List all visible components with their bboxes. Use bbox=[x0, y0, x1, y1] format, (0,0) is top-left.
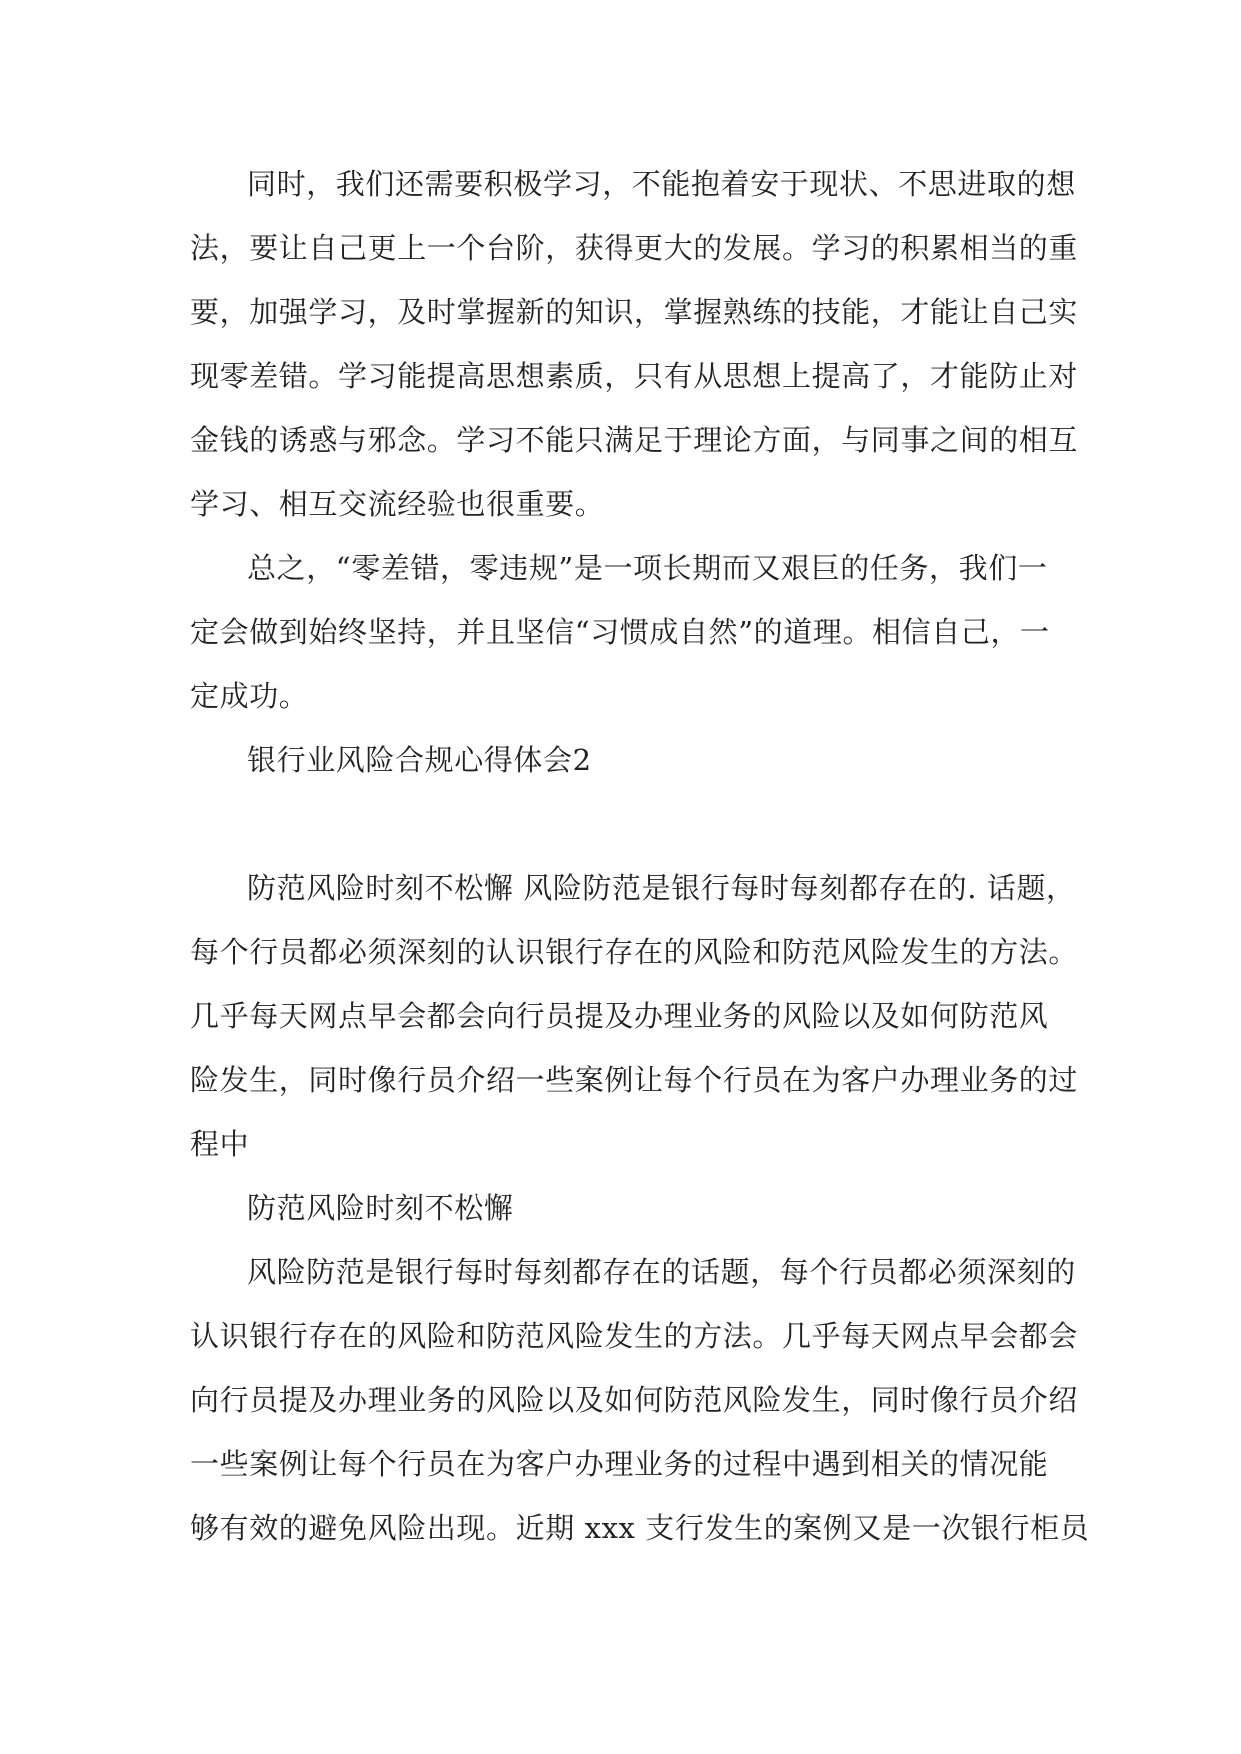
paragraph-line: 现零差错。学习能提高思想素质，只有从思想上提高了，才能防止对 bbox=[190, 359, 1079, 393]
section-heading: 银行业风险合规心得体会2 bbox=[247, 743, 592, 777]
paragraph-line: 险发生，同时像行员介绍一些案例让每个行员在为客户办理业务的过 bbox=[190, 1063, 1079, 1097]
paragraph-line: 总之，“零差错，零违规”是一项长期而又艰巨的任务，我们一 bbox=[247, 551, 1048, 585]
paragraph-line: 几乎每天网点早会都会向行员提及办理业务的风险以及如何防范风 bbox=[190, 999, 1049, 1033]
subheading: 防范风险时刻不松懈 bbox=[247, 1191, 514, 1225]
paragraph-line: 一些案例让每个行员在为客户办理业务的过程中遇到相关的情况能 bbox=[190, 1447, 1049, 1481]
paragraph-line: 每个行员都必须深刻的认识银行存在的风险和防范风险发生的方法。 bbox=[190, 935, 1079, 969]
paragraph-line: 金钱的诱惑与邪念。学习不能只满足于理论方面，与同事之间的相互 bbox=[190, 423, 1079, 457]
paragraph-line: 风险防范是银行每时每刻都存在的话题，每个行员都必须深刻的 bbox=[247, 1255, 1076, 1289]
paragraph-line: 定会做到始终坚持，并且坚信“习惯成自然”的道理。相信自己，一 bbox=[190, 615, 1050, 649]
paragraph-line: 同时，我们还需要积极学习，不能抱着安于现状、不思进取的想 bbox=[247, 167, 1076, 201]
paragraph-line: 法，要让自己更上一个台阶，获得更大的发展。学习的积累相当的重 bbox=[190, 231, 1079, 265]
paragraph-line: 程中 bbox=[190, 1127, 250, 1161]
paragraph-line: 向行员提及办理业务的风险以及如何防范风险发生，同时像行员介绍 bbox=[190, 1383, 1079, 1417]
paragraph-line: 要，加强学习，及时掌握新的知识，掌握熟练的技能，才能让自己实 bbox=[190, 295, 1079, 329]
paragraph-line: 学习、相互交流经验也很重要。 bbox=[190, 487, 605, 521]
paragraph-line: 定成功。 bbox=[190, 679, 309, 713]
paragraph-line: 认识银行存在的风险和防范风险发生的方法。几乎每天网点早会都会 bbox=[190, 1319, 1079, 1353]
paragraph-line: 够有效的避免风险出现。近期 xxx 支行发生的案例又是一次银行柜员 bbox=[190, 1511, 1090, 1545]
paragraph-line: 防范风险时刻不松懈 风险防范是银行每时每刻都存在的. 话题， bbox=[247, 871, 1076, 905]
